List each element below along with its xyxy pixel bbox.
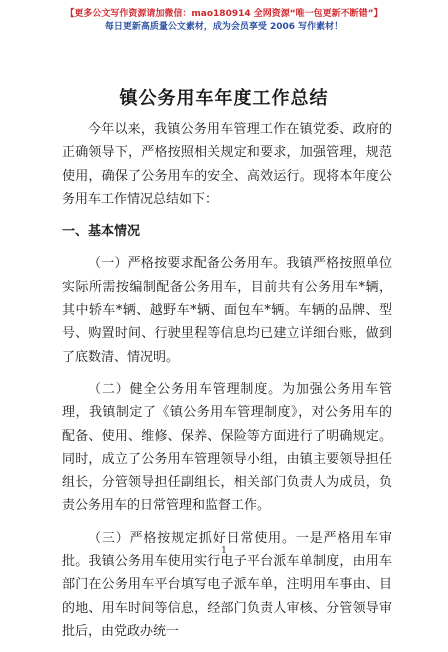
document-body bbox=[62, 118, 392, 652]
paragraph-vehicle-allocation: （一）严格按要求配备公务用车。我镇严格按照单位实际所需按编制配备公务用车，目前共有公务用车*辆，其中轿车*辆、越野车*辆、面包车*辆。车辆的品牌、型号、购置时间、行驶里程等信息均已建立详细台账，做到了底数清、情况明。 bbox=[62, 256, 392, 365]
page-number: 1 bbox=[221, 546, 227, 556]
banner-line-membership: 每日更新高质量公文素材，成为会员享受 2006 写作素材！ bbox=[104, 22, 344, 32]
paragraph-daily-use: （三）严格按规定抓好日常使用。一是严格用车审批。我镇公务用车使用实行电子平台派车单制度，由用车部门在公务用车平台填写电子派车单，注明用车事由、目的地、用车时间等信息，经部门负责人审核、分管领导审批后，由党政办统一 bbox=[62, 530, 392, 639]
paragraph-management-system: （二）健全公务用车管理制度。为加强公务用车管理，我镇制定了《镇公务用车管理制度》，对公务用车的配备、使用、维修、保养、保险等方面进行了明确规定。同时，成立了公务用车管理领导小组，由镇主要领导担任组长，分管领导担任副组长，相关部门负责人为成员，负责公务用车的日常管理和监督工作。 bbox=[62, 381, 392, 514]
document-title: 镇公务用车年度工作总结 bbox=[119, 88, 329, 109]
header-banner bbox=[0, 8, 448, 34]
section-heading-basic-situation: 一、基本情况 bbox=[62, 224, 141, 240]
banner-line-promo: 【更多公文写作资源请加微信：mao180914 全网资源“唯一包更新不断错”】 bbox=[65, 9, 383, 19]
intro-paragraph: 今年以来，我镇公务用车管理工作在镇党委、政府的正确领导下，严格按照相关规定和要求，加强管理，规范使用，确保了公务用车的安全、高效运行。现将本年度公务用车工作情况总结如下： bbox=[62, 122, 392, 207]
